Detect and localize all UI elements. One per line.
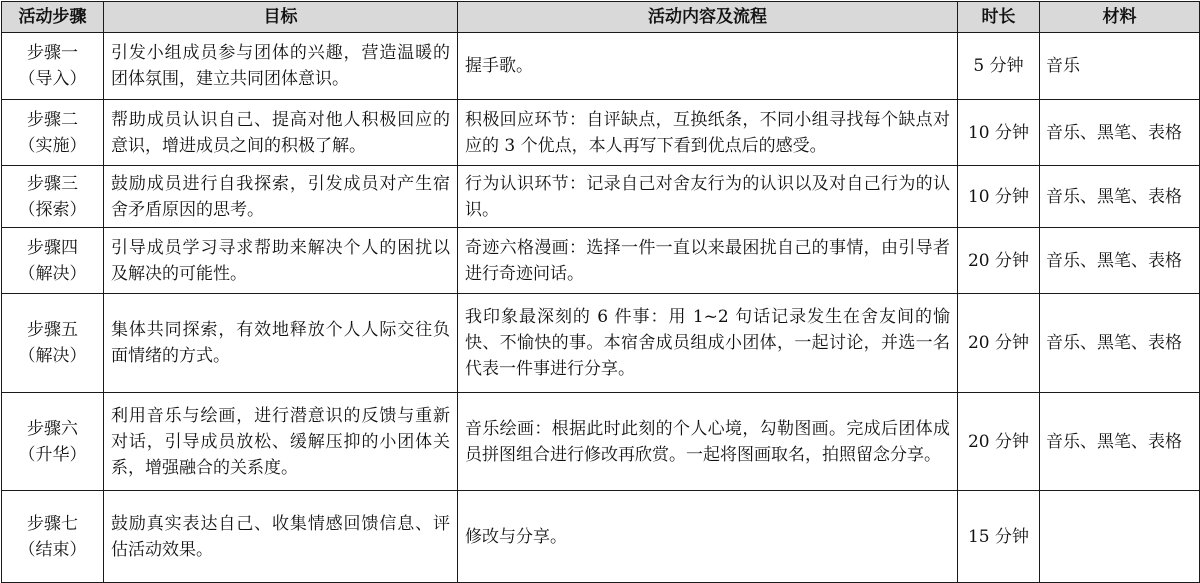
step-cell bbox=[2, 100, 104, 166]
header-goal: 目标 bbox=[104, 2, 458, 33]
activity-plan-table bbox=[1, 1, 1200, 583]
step-name: 步骤一 bbox=[27, 43, 78, 63]
duration-cell: 20 分钟 bbox=[958, 393, 1040, 491]
step-phase: （导入） bbox=[18, 69, 87, 89]
duration-cell: 10 分钟 bbox=[958, 100, 1040, 166]
materials-cell bbox=[1040, 491, 1200, 583]
step-phase: （探索） bbox=[18, 199, 87, 220]
table-row bbox=[2, 294, 1200, 393]
header-content: 活动内容及流程 bbox=[458, 2, 958, 33]
header-duration: 时长 bbox=[958, 2, 1040, 33]
table-row bbox=[2, 100, 1200, 166]
step-phase: （实施） bbox=[18, 135, 87, 156]
table-row bbox=[2, 166, 1200, 228]
goal-cell: 鼓励真实表达自己、收集情感回馈信息、评估活动效果。 bbox=[104, 491, 458, 583]
content-cell: 我印象最深刻的 6 件事：用 1~2 句话记录发生在舍友间的愉快、不愉快的事。本宿舍成员组成小团体，一起讨论，并选一名代表一件事进行分享。 bbox=[458, 294, 958, 393]
step-phase: （升华） bbox=[18, 444, 87, 465]
duration-cell: 15 分钟 bbox=[958, 491, 1040, 583]
duration-cell: 20 分钟 bbox=[958, 294, 1040, 393]
table-row bbox=[2, 393, 1200, 491]
goal-cell: 引导成员学习寻求帮助来解决个人的困扰以及解决的可能性。 bbox=[104, 228, 458, 294]
goal-cell: 利用音乐与绘画，进行潜意识的反馈与重新对话，引导成员放松、缓解压抑的小团体关系，增强融合的关系度。 bbox=[104, 393, 458, 491]
content-cell: 奇迹六格漫画：选择一件一直以来最困扰自己的事情，由引导者进行奇迹问话。 bbox=[458, 228, 958, 294]
step-cell bbox=[2, 294, 104, 393]
content-cell: 积极回应环节：自评缺点，互换纸条，不同小组寻找每个缺点对应的 3 个优点，本人再写下看到优点后的感受。 bbox=[458, 100, 958, 166]
content-cell: 行为认识环节：记录自己对舍友行为的认识以及对自己行为的认识。 bbox=[458, 166, 958, 228]
step-phase: （结束） bbox=[18, 539, 87, 560]
step-name: 步骤五 bbox=[27, 320, 78, 340]
step-phase: （解决） bbox=[18, 346, 87, 366]
step-name: 步骤四 bbox=[27, 237, 78, 258]
step-name: 步骤七 bbox=[27, 513, 78, 534]
duration-cell: 5 分钟 bbox=[958, 33, 1040, 100]
materials-cell: 音乐、黑笔、表格 bbox=[1040, 294, 1200, 393]
content-cell: 音乐绘画：根据此时此刻的个人心境，勾勒图画。完成后团体成员拼图组合进行修改再欣赏。一起将图画取名，拍照留念分享。 bbox=[458, 393, 958, 491]
table-header-row bbox=[2, 2, 1200, 33]
materials-cell: 音乐、黑笔、表格 bbox=[1040, 393, 1200, 491]
header-materials: 材料 bbox=[1040, 2, 1200, 33]
table-row bbox=[2, 228, 1200, 294]
table-row bbox=[2, 33, 1200, 100]
step-cell bbox=[2, 393, 104, 491]
step-cell bbox=[2, 166, 104, 228]
materials-cell: 音乐、黑笔、表格 bbox=[1040, 228, 1200, 294]
content-cell: 握手歌。 bbox=[458, 33, 958, 100]
goal-cell: 集体共同探索，有效地释放个人人际交往负面情绪的方式。 bbox=[104, 294, 458, 393]
step-name: 步骤六 bbox=[27, 418, 78, 439]
step-name: 步骤三 bbox=[27, 173, 78, 194]
duration-cell: 20 分钟 bbox=[958, 228, 1040, 294]
materials-cell: 音乐 bbox=[1040, 33, 1200, 100]
goal-cell: 帮助成员认识自己、提高对他人积极回应的意识，增进成员之间的积极了解。 bbox=[104, 100, 458, 166]
step-name: 步骤二 bbox=[27, 109, 78, 130]
step-cell bbox=[2, 33, 104, 100]
content-cell: 修改与分享。 bbox=[458, 491, 958, 583]
step-cell bbox=[2, 491, 104, 583]
table-row bbox=[2, 491, 1200, 583]
step-phase: （解决） bbox=[18, 263, 87, 284]
goal-cell: 鼓励成员进行自我探索，引发成员对产生宿舍矛盾原因的思考。 bbox=[104, 166, 458, 228]
materials-cell: 音乐、黑笔、表格 bbox=[1040, 166, 1200, 228]
goal-cell: 引发小组成员参与团体的兴趣，营造温暖的团体氛围，建立共同团体意识。 bbox=[104, 33, 458, 100]
materials-cell: 音乐、黑笔、表格 bbox=[1040, 100, 1200, 166]
duration-cell: 10 分钟 bbox=[958, 166, 1040, 228]
header-step: 活动步骤 bbox=[2, 2, 104, 33]
step-cell bbox=[2, 228, 104, 294]
